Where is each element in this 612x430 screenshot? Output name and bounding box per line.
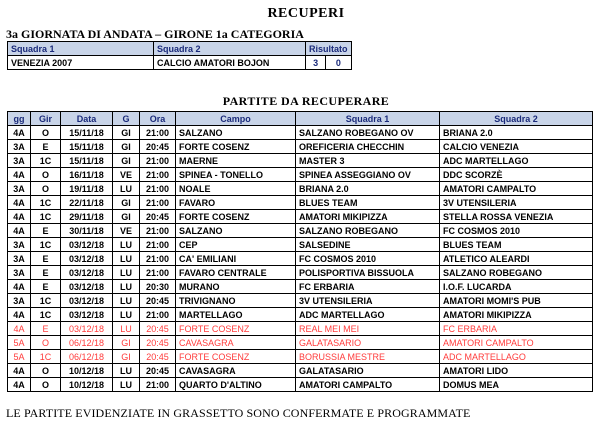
cell-ora: 20:45 <box>140 364 176 378</box>
cell-ora: 21:00 <box>140 266 176 280</box>
matches-header-row <box>8 112 593 126</box>
cell-campo: CEP <box>176 238 296 252</box>
cell-ora: 21:00 <box>140 378 176 392</box>
cell-gg: 3A <box>8 140 31 154</box>
cell-campo: TRIVIGNANO <box>176 294 296 308</box>
cell-campo: MARTELLAGO <box>176 308 296 322</box>
section-title: PARTITE DA RECUPERARE <box>222 94 390 108</box>
cell-data: 15/11/18 <box>61 154 113 168</box>
cell-gir: 1C <box>31 308 61 322</box>
cell-gir: O <box>31 168 61 182</box>
cell-gir: E <box>31 140 61 154</box>
cell-squadra1: ADC MARTELLAGO <box>296 308 440 322</box>
cell-gg: 3A <box>8 294 31 308</box>
table-row <box>8 308 593 322</box>
table-row <box>8 196 593 210</box>
cell-gir: 1C <box>31 238 61 252</box>
cell-squadra2: ATLETICO ALEARDI <box>440 252 593 266</box>
cell-data: 03/12/18 <box>61 238 113 252</box>
cell-data: 15/11/18 <box>61 140 113 154</box>
cell-g: GI <box>113 154 140 168</box>
cell-squadra2: AMATORI CAMPALTO <box>440 336 593 350</box>
cell-squadra2: AMATORI LIDO <box>440 364 593 378</box>
table-row <box>8 126 593 140</box>
cell-g: LU <box>113 308 140 322</box>
cell-ora: 20:45 <box>140 294 176 308</box>
cell-campo: SPINEA - TONELLO <box>176 168 296 182</box>
cell-data: 06/12/18 <box>61 336 113 350</box>
cell-campo: QUARTO D'ALTINO <box>176 378 296 392</box>
cell-squadra1: FC ERBARIA <box>296 280 440 294</box>
recuperi-score2: 0 <box>326 56 351 70</box>
table-row <box>8 266 593 280</box>
header-gg: gg <box>8 112 31 126</box>
cell-gg: 3A <box>8 154 31 168</box>
cell-gg: 4A <box>8 280 31 294</box>
cell-data: 10/12/18 <box>61 364 113 378</box>
cell-gg: 4A <box>8 364 31 378</box>
cell-data: 03/12/18 <box>61 280 113 294</box>
cell-squadra2: I.O.F. LUCARDA <box>440 280 593 294</box>
footer-note: LE PARTITE EVIDENZIATE IN GRASSETTO SONO CONFERMATE E PROGRAMMATE <box>6 406 471 420</box>
cell-gir: 1C <box>31 196 61 210</box>
cell-squadra1: SALSEDINE <box>296 238 440 252</box>
cell-squadra1: GALATASARIO <box>296 336 440 350</box>
cell-data: 22/11/18 <box>61 196 113 210</box>
cell-squadra1: AMATORI MIKIPIZZA <box>296 210 440 224</box>
cell-gir: O <box>31 364 61 378</box>
cell-squadra1: 3V UTENSILERIA <box>296 294 440 308</box>
cell-squadra1: AMATORI CAMPALTO <box>296 378 440 392</box>
cell-g: GI <box>113 196 140 210</box>
cell-gir: O <box>31 378 61 392</box>
cell-ora: 21:00 <box>140 168 176 182</box>
cell-campo: MAERNE <box>176 154 296 168</box>
cell-data: 03/12/18 <box>61 322 113 336</box>
cell-squadra2: AMATORI CAMPALTO <box>440 182 593 196</box>
table-row <box>8 280 593 294</box>
cell-squadra1: FC COSMOS 2010 <box>296 252 440 266</box>
cell-squadra1: BORUSSIA MESTRE <box>296 350 440 364</box>
cell-data: 03/12/18 <box>61 294 113 308</box>
cell-ora: 20:45 <box>140 210 176 224</box>
cell-gg: 4A <box>8 308 31 322</box>
cell-squadra1: GALATASARIO <box>296 364 440 378</box>
cell-g: VE <box>113 168 140 182</box>
cell-gir: O <box>31 336 61 350</box>
matches-body <box>8 126 593 392</box>
cell-gir: E <box>31 224 61 238</box>
cell-gg: 3A <box>8 238 31 252</box>
cell-squadra2: FC ERBARIA <box>440 322 593 336</box>
cell-gg: 4A <box>8 322 31 336</box>
cell-gir: 1C <box>31 210 61 224</box>
cell-g: GI <box>113 140 140 154</box>
cell-ora: 21:00 <box>140 196 176 210</box>
cell-data: 03/12/18 <box>61 266 113 280</box>
cell-ora: 21:00 <box>140 308 176 322</box>
cell-squadra2: ADC MARTELLAGO <box>440 350 593 364</box>
cell-squadra2: CALCIO VENEZIA <box>440 140 593 154</box>
cell-ora: 20:45 <box>140 140 176 154</box>
cell-g: LU <box>113 238 140 252</box>
table-row <box>8 322 593 336</box>
cell-g: LU <box>113 266 140 280</box>
table-row <box>8 350 593 364</box>
cell-campo: FORTE COSENZ <box>176 210 296 224</box>
cell-gg: 4A <box>8 224 31 238</box>
table-row <box>8 154 593 168</box>
cell-g: VE <box>113 224 140 238</box>
table-row <box>8 140 593 154</box>
cell-gg: 5A <box>8 350 31 364</box>
cell-g: GI <box>113 350 140 364</box>
recuperi-score1: 3 <box>306 56 326 70</box>
cell-squadra1: OREFICERIA CHECCHIN <box>296 140 440 154</box>
cell-gg: 5A <box>8 336 31 350</box>
cell-data: 30/11/18 <box>61 224 113 238</box>
cell-gir: E <box>31 252 61 266</box>
cell-g: LU <box>113 182 140 196</box>
cell-campo: FORTE COSENZ <box>176 350 296 364</box>
cell-campo: FAVARO CENTRALE <box>176 266 296 280</box>
cell-g: GI <box>113 210 140 224</box>
cell-gir: E <box>31 322 61 336</box>
cell-squadra2: ADC MARTELLAGO <box>440 154 593 168</box>
cell-data: 06/12/18 <box>61 350 113 364</box>
table-row <box>8 182 593 196</box>
recuperi-squadra2: CALCIO AMATORI BOJON <box>154 56 306 70</box>
cell-g: LU <box>113 322 140 336</box>
header-data: Data <box>61 112 113 126</box>
cell-gir: O <box>31 182 61 196</box>
cell-squadra2: BLUES TEAM <box>440 238 593 252</box>
cell-gg: 4A <box>8 126 31 140</box>
cell-campo: SALZANO <box>176 224 296 238</box>
cell-gir: E <box>31 280 61 294</box>
cell-squadra1: BRIANA 2.0 <box>296 182 440 196</box>
cell-data: 29/11/18 <box>61 210 113 224</box>
matches-table <box>7 111 593 392</box>
cell-ora: 21:00 <box>140 238 176 252</box>
table-row <box>8 364 593 378</box>
recuperi-table <box>7 41 352 70</box>
cell-squadra1: REAL MEI MEI <box>296 322 440 336</box>
cell-g: LU <box>113 364 140 378</box>
cell-campo: FORTE COSENZ <box>176 140 296 154</box>
cell-ora: 20:30 <box>140 280 176 294</box>
cell-campo: CAVASAGRA <box>176 336 296 350</box>
cell-campo: FORTE COSENZ <box>176 322 296 336</box>
cell-gir: 1C <box>31 154 61 168</box>
cell-gg: 4A <box>8 168 31 182</box>
cell-g: LU <box>113 280 140 294</box>
cell-ora: 21:00 <box>140 252 176 266</box>
cell-squadra1: BLUES TEAM <box>296 196 440 210</box>
header-ora: Ora <box>140 112 176 126</box>
cell-squadra2: 3V UTENSILERIA <box>440 196 593 210</box>
cell-gg: 4A <box>8 196 31 210</box>
header-risultato: Risultato <box>306 42 352 56</box>
cell-squadra1: SPINEA ASSEGGIANO OV <box>296 168 440 182</box>
cell-gir: E <box>31 266 61 280</box>
cell-ora: 20:45 <box>140 350 176 364</box>
cell-g: LU <box>113 378 140 392</box>
recuperi-squadra1: VENEZIA 2007 <box>8 56 154 70</box>
cell-squadra2: FC COSMOS 2010 <box>440 224 593 238</box>
cell-g: GI <box>113 336 140 350</box>
cell-squadra2: AMATORI MOMI'S PUB <box>440 294 593 308</box>
cell-data: 10/12/18 <box>61 378 113 392</box>
cell-campo: FAVARO <box>176 196 296 210</box>
header-campo: Campo <box>176 112 296 126</box>
cell-gir: O <box>31 126 61 140</box>
cell-squadra2: DDC SCORZÈ <box>440 168 593 182</box>
cell-squadra2: DOMUS MEA <box>440 378 593 392</box>
cell-squadra2: AMATORI MIKIPIZZA <box>440 308 593 322</box>
header-g: G <box>113 112 140 126</box>
recuperi-header-row <box>8 42 352 56</box>
cell-squadra1: SALZANO ROBEGANO OV <box>296 126 440 140</box>
cell-squadra2: BRIANA 2.0 <box>440 126 593 140</box>
cell-g: LU <box>113 252 140 266</box>
cell-ora: 21:00 <box>140 224 176 238</box>
cell-gg: 3A <box>8 266 31 280</box>
header-gir: Gir <box>31 112 61 126</box>
cell-gir: 1C <box>31 294 61 308</box>
table-row <box>8 294 593 308</box>
cell-gg: 3A <box>8 182 31 196</box>
header-squadra1: Squadra 1 <box>8 42 154 56</box>
page-subtitle: 3a GIORNATA DI ANDATA – GIRONE 1a CATEGORIA <box>6 27 304 41</box>
cell-data: 19/11/18 <box>61 182 113 196</box>
cell-gir: 1C <box>31 350 61 364</box>
cell-campo: MURANO <box>176 280 296 294</box>
cell-squadra1: MASTER 3 <box>296 154 440 168</box>
cell-gg: 3A <box>8 252 31 266</box>
table-row <box>8 168 593 182</box>
cell-campo: CA' EMILIANI <box>176 252 296 266</box>
header-squadra2: Squadra 2 <box>154 42 306 56</box>
cell-ora: 21:00 <box>140 182 176 196</box>
cell-data: 03/12/18 <box>61 308 113 322</box>
cell-gg: 4A <box>8 378 31 392</box>
cell-squadra1: SALZANO ROBEGANO <box>296 224 440 238</box>
header-squadra1: Squadra 1 <box>296 112 440 126</box>
cell-campo: SALZANO <box>176 126 296 140</box>
cell-ora: 20:45 <box>140 322 176 336</box>
cell-data: 03/12/18 <box>61 252 113 266</box>
header-squadra2: Squadra 2 <box>440 112 593 126</box>
cell-squadra2: STELLA ROSSA VENEZIA <box>440 210 593 224</box>
page-title: RECUPERI <box>267 6 345 21</box>
cell-campo: CAVASAGRA <box>176 364 296 378</box>
recuperi-row <box>8 56 352 70</box>
table-row <box>8 336 593 350</box>
table-row <box>8 238 593 252</box>
table-row <box>8 252 593 266</box>
cell-squadra2: SALZANO ROBEGANO <box>440 266 593 280</box>
cell-ora: 20:45 <box>140 336 176 350</box>
cell-gg: 4A <box>8 210 31 224</box>
cell-data: 16/11/18 <box>61 168 113 182</box>
cell-campo: NOALE <box>176 182 296 196</box>
cell-g: GI <box>113 126 140 140</box>
table-row <box>8 210 593 224</box>
table-row <box>8 224 593 238</box>
cell-ora: 21:00 <box>140 154 176 168</box>
table-row <box>8 378 593 392</box>
cell-g: LU <box>113 294 140 308</box>
cell-squadra1: POLISPORTIVA BISSUOLA <box>296 266 440 280</box>
cell-ora: 21:00 <box>140 126 176 140</box>
cell-data: 15/11/18 <box>61 126 113 140</box>
